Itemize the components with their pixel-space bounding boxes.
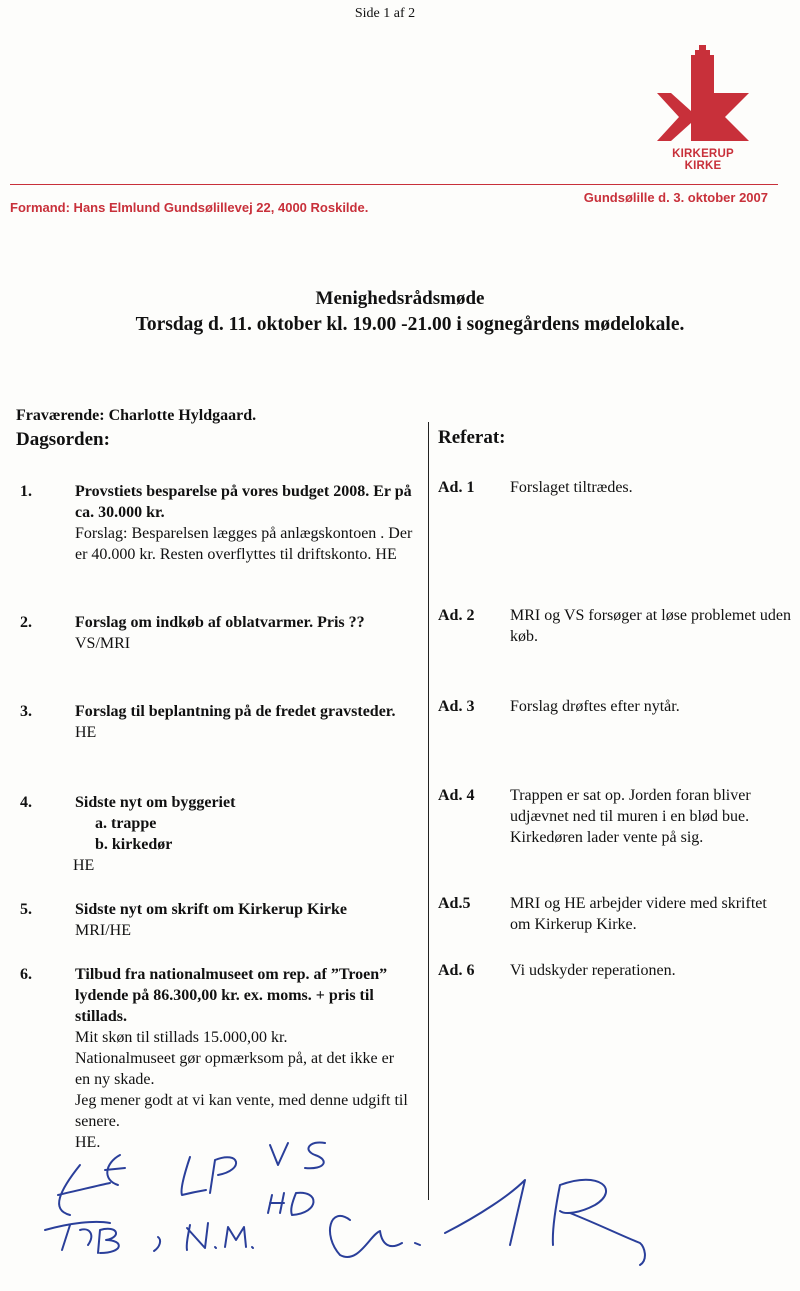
agenda-title: Provstiets besparelse på vores budget 2008. Er på ca. 30.000 kr. xyxy=(75,483,412,521)
minutes-text: MRI og VS forsøger at løse problemet uden køb. xyxy=(510,607,791,645)
minutes-label: Ad. 1 xyxy=(438,479,475,496)
church-logo-icon xyxy=(655,45,751,155)
agenda-title: Sidste nyt om skrift om Kirkerup Kirke xyxy=(75,901,347,918)
agenda-number: 5. xyxy=(20,901,32,918)
agenda-title: Forslag om indkøb af oblatvarmer. Pris ?? xyxy=(75,614,365,631)
agenda-body-line: Nationalmuseet gør opmærksom på, at det ikke er en ny skade. xyxy=(75,1050,395,1088)
agenda-body: HE xyxy=(75,724,97,741)
minutes-label: Ad. 2 xyxy=(438,607,475,624)
meeting-subtitle: Torsdag d. 11. oktober kl. 19.00 -21.00 i sognegårdens mødelokale. xyxy=(135,314,685,335)
header-rule xyxy=(10,184,778,185)
logo-text: KIRKERUP KIRKE xyxy=(672,148,734,172)
agenda-title: Tilbud fra nationalmuseet om rep. af ”Troen” lydende på 86.300,00 kr. ex. moms. + pris til stillads. xyxy=(75,966,388,1025)
agenda-subitem: b. kirkedør xyxy=(95,836,173,853)
agenda-number: 2. xyxy=(20,614,32,631)
signature-hb xyxy=(62,1225,119,1253)
agenda-number: 6. xyxy=(20,966,32,983)
signature-large xyxy=(330,1180,645,1265)
minutes-text: Trappen er sat op. Jorden foran bliver udjævnet ned til muren i en blød bue. xyxy=(510,787,751,825)
minutes-label: Ad. 4 xyxy=(438,787,475,804)
agenda-body: Forslag: Besparelsen lægges på anlægskontoen . Der er 40.000 kr. Resten overflyttes til driftskonto. HE xyxy=(75,525,413,563)
agenda-heading: Dagsorden: xyxy=(16,429,110,450)
minutes-text: Kirkedøren lader vente på sig. xyxy=(510,829,704,846)
agenda-number: 3. xyxy=(20,703,32,720)
minutes-text: Forslag drøftes efter nytår. xyxy=(510,698,680,715)
absent-line: Fraværende: Charlotte Hyldgaard. xyxy=(16,407,257,424)
chairman-address: Formand: Hans Elmlund Gundsølillevej 22, 4000 Roskilde. xyxy=(10,200,369,215)
agenda-body: VS/MRI xyxy=(75,635,131,652)
signature-vs xyxy=(270,1142,325,1168)
agenda-number: 1. xyxy=(20,483,32,500)
agenda-title: Forslag til beplantning på de fredet gravsteder. xyxy=(75,703,396,720)
minutes-text: Vi udskyder reperationen. xyxy=(510,962,676,979)
minutes-heading: Referat: xyxy=(438,427,506,448)
agenda-body: MRI/HE xyxy=(75,922,131,939)
letter-date: Gundsølille d. 3. oktober 2007 xyxy=(583,190,768,205)
agenda-subitem: a. trappe xyxy=(95,815,157,832)
church-logo xyxy=(655,45,751,165)
minutes-text: MRI og HE arbejder videre med skriftet om Kirkerup Kirke. xyxy=(510,895,767,933)
agenda-title: Sidste nyt om byggeriet xyxy=(75,794,236,811)
handwritten-signatures xyxy=(40,1135,760,1285)
signature-nm xyxy=(187,1223,253,1250)
minutes-label: Ad. 3 xyxy=(438,698,475,715)
agenda-body: HE xyxy=(73,857,95,874)
signature-he xyxy=(45,1155,125,1230)
agenda-number: 4. xyxy=(20,794,32,811)
signature-lp xyxy=(181,1157,236,1195)
agenda-body-line: Mit skøn til stillads 15.000,00 kr. xyxy=(75,1029,288,1046)
signature-hd xyxy=(268,1193,314,1215)
column-divider xyxy=(428,422,429,1200)
agenda-body-line: Jeg mener godt at vi kan vente, med denne udgift til senere. xyxy=(75,1092,408,1130)
minutes-label: Ad.5 xyxy=(438,895,471,912)
minutes-text: Forslaget tiltrædes. xyxy=(510,479,633,496)
minutes-label: Ad. 6 xyxy=(438,962,475,979)
page-number: Side 1 af 2 xyxy=(354,6,416,21)
meeting-title: Menighedsrådsmøde xyxy=(315,288,485,309)
agenda-body-line: HE. xyxy=(75,1134,101,1151)
